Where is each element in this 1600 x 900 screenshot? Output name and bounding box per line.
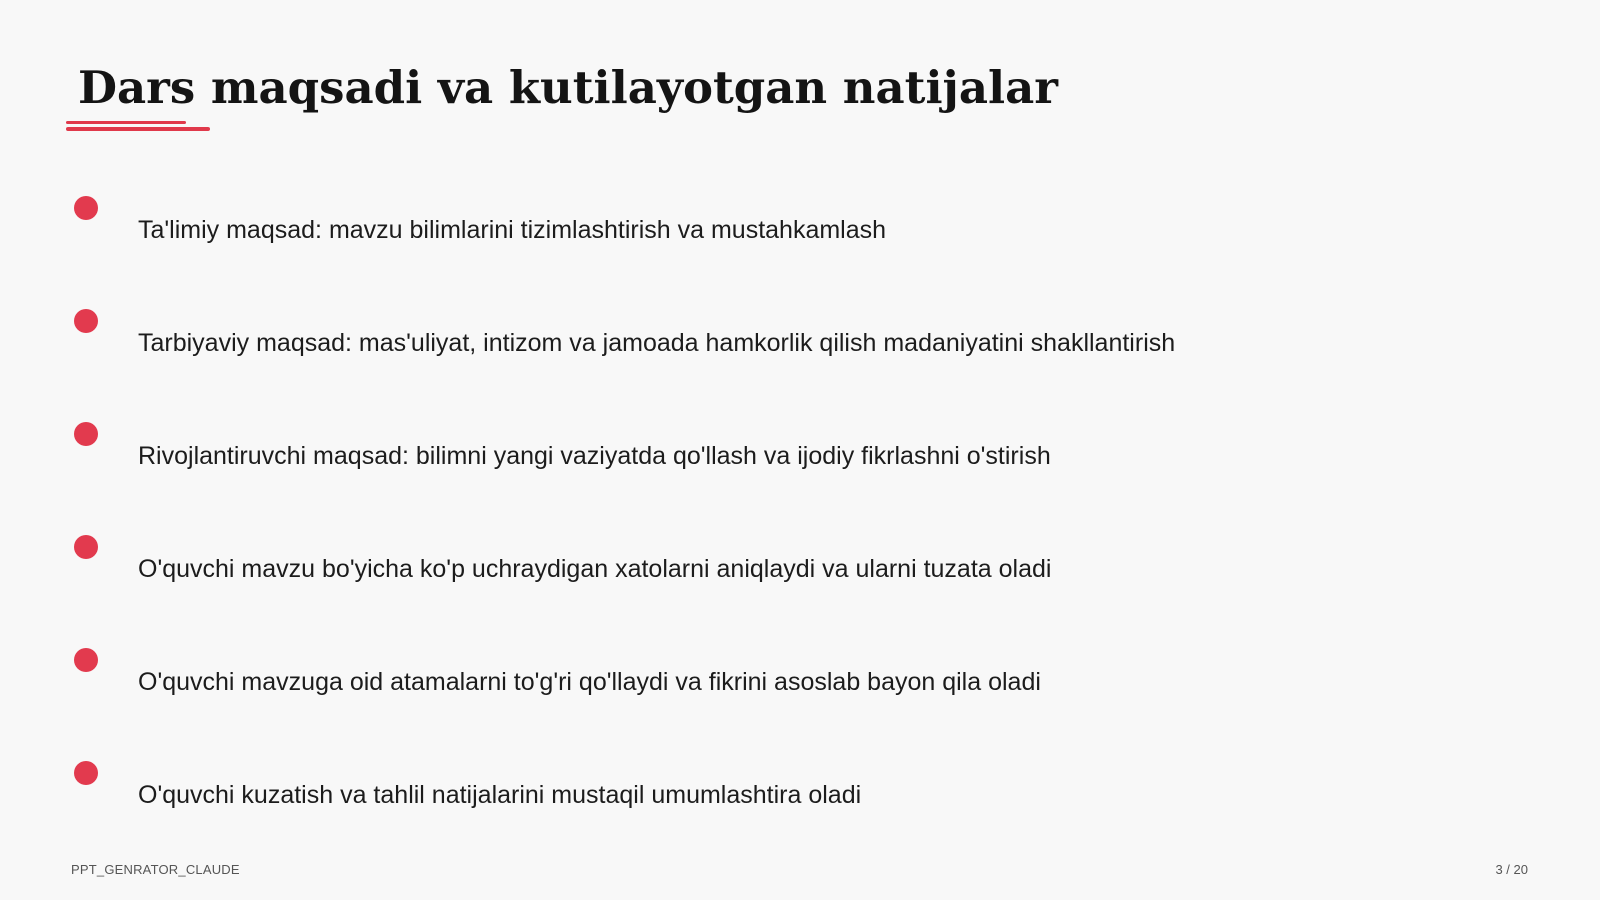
list-item [0,309,1600,389]
bullet-text: Rivojlantiruvchi maqsad: bilimni yangi vaziyatda qo'llash va ijodiy fikrlashni o'stirish [138,442,1051,470]
bullet-dot-icon [74,761,98,785]
bullet-dot-icon [74,309,98,333]
list-item [0,535,1600,615]
bullet-text: Ta'limiy maqsad: mavzu bilimlarini tizimlashtirish va mustahkamlash [138,216,887,244]
bullet-text: O'quvchi kuzatish va tahlil natijalarini mustaqil umumlashtira oladi [138,781,862,809]
bullet-dot-icon [74,422,98,446]
bullet-dot-icon [74,535,98,559]
list-item [0,196,1600,276]
bullet-text: O'quvchi mavzuga oid atamalarni to'g'ri qo'llaydi va fikrini asoslab bayon qila oladi [138,668,1041,696]
page-indicator: 3 / 20 [1495,862,1528,877]
list-item [0,648,1600,728]
footer-source: PPT_GENRATOR_CLAUDE [71,862,240,877]
list-item [0,761,1600,841]
list-item [0,422,1600,502]
bullet-text: O'quvchi mavzu bo'yicha ko'p uchraydigan xatolarni aniqlaydi va ularni tuzata oladi [138,555,1052,583]
slide-title: Dars maqsadi va kutilayotgan natijalar [78,61,1058,114]
bullet-text: Tarbiyaviy maqsad: mas'uliyat, intizom va jamoada hamkorlik qilish madaniyatini shakllantirish [138,329,1176,357]
bullet-dot-icon [74,648,98,672]
bullet-dot-icon [74,196,98,220]
